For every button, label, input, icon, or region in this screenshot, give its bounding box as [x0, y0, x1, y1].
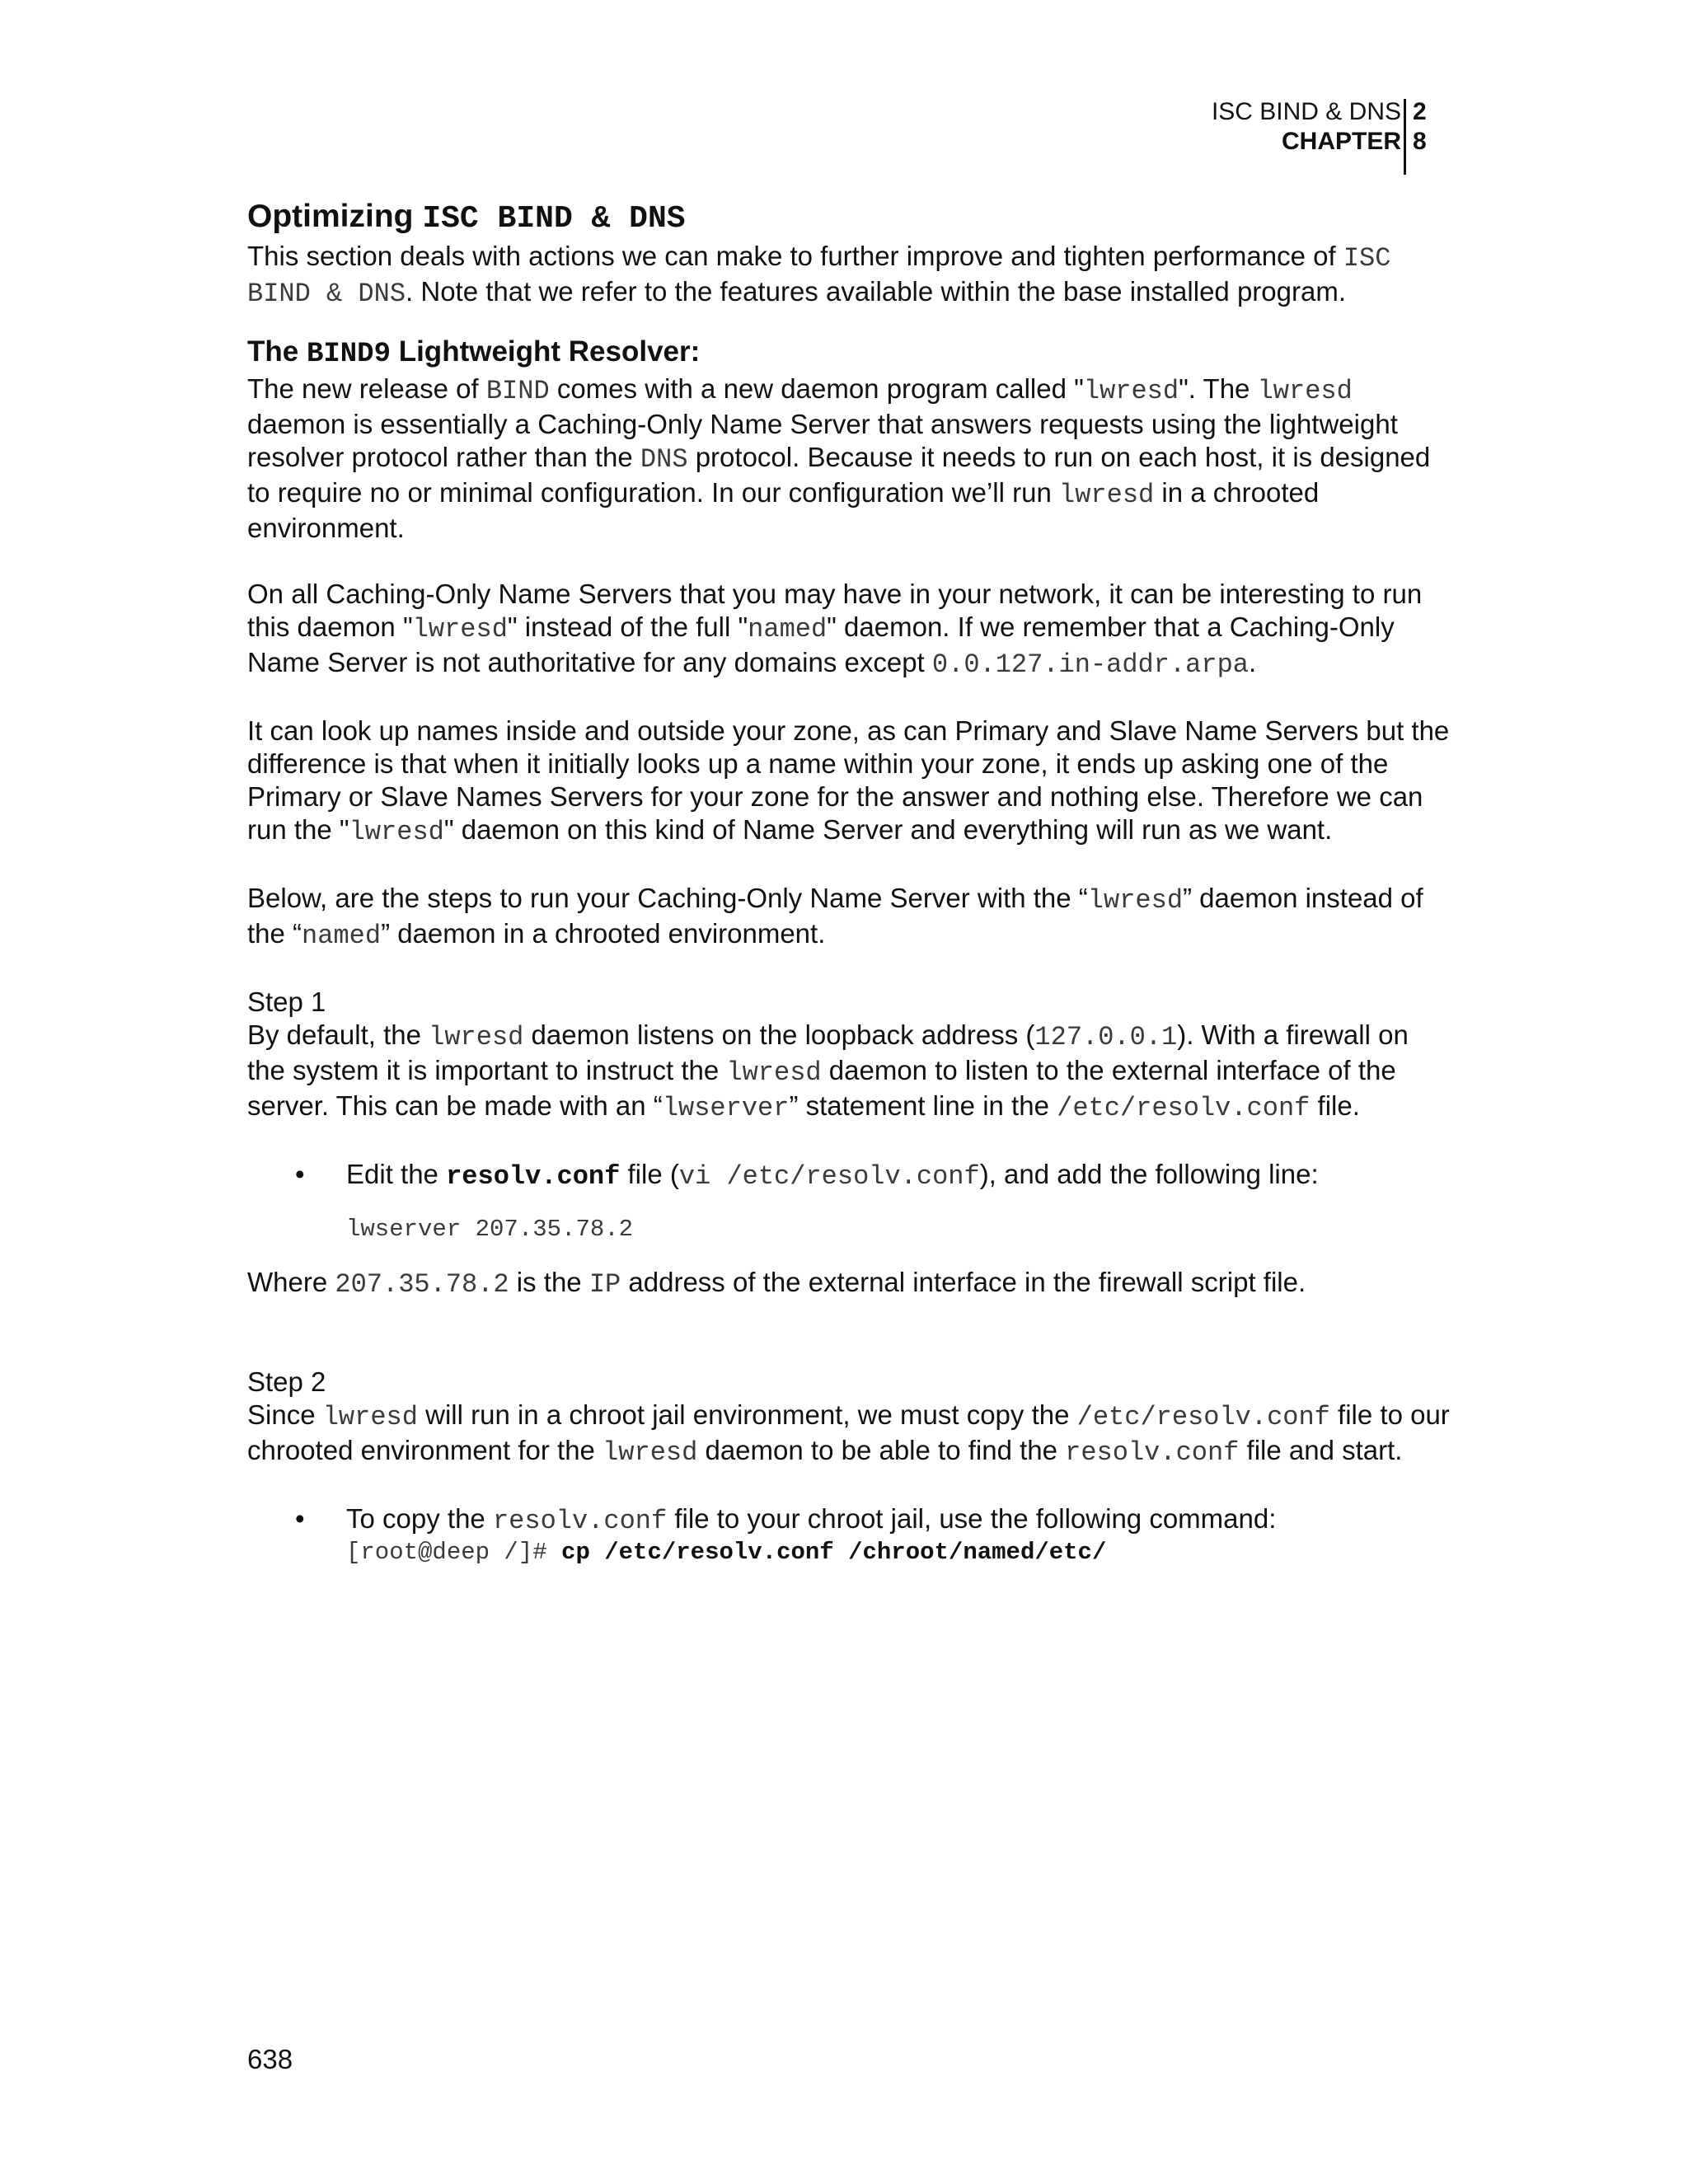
text-run: file to our chrooted environment for the [247, 1399, 1450, 1465]
step-1-description [247, 1019, 1451, 1125]
code-run: resolv.conf [1065, 1437, 1240, 1468]
text-run: daemon is essentially a Caching-Only Name Server that answers requests using the lightweight resolver protocol rather than the [247, 409, 1398, 472]
text-run: daemon to be able to find the [697, 1435, 1066, 1465]
running-header [0, 97, 1688, 176]
code-run: named [302, 921, 382, 951]
header-chapter-label: CHAPTER [1281, 128, 1401, 155]
code-run: 127.0.0.1 [1034, 1022, 1178, 1052]
code-run: lwresd [349, 817, 444, 847]
text-run: file ( [620, 1159, 679, 1189]
bullet-icon: • [295, 1503, 305, 1534]
code-run: lwresd [1059, 480, 1155, 510]
header-part-number: 2 [1413, 98, 1427, 125]
section-heading-text: Optimizing [247, 199, 423, 234]
text-run: file and start. [1239, 1435, 1403, 1465]
code-run: resolv.conf [446, 1161, 621, 1192]
shell-command: cp /etc/resolv.conf /chroot/named/etc/ [561, 1539, 1107, 1566]
header-title-block [1212, 97, 1401, 157]
paragraph-lookup [247, 715, 1451, 849]
text-run: will run in a chroot jail environment, we must copy the [417, 1399, 1077, 1430]
section-heading-code: ISC BIND & DNS [422, 201, 686, 237]
subsection-heading-text: The [247, 335, 307, 368]
text-run: in a chrooted environment. [247, 477, 1320, 543]
code-run: lwresd [1257, 376, 1353, 406]
text-run: ” daemon instead of the “ [247, 883, 1423, 949]
text-run: protocol. Because it needs to run on each host, it is designed to require no or minimal configuration. In our configuration we’ll run [247, 442, 1431, 508]
code-run: IP [588, 1269, 621, 1300]
text-run: By default, the [247, 1019, 429, 1050]
step-1-bullet [247, 1158, 1451, 1193]
step-1-label: Step 1 [247, 987, 326, 1017]
code-run: lwserver [662, 1093, 790, 1123]
code-run: lwresd [603, 1437, 698, 1468]
text-run: Edit the [346, 1159, 447, 1189]
header-chapter-number [1413, 97, 1427, 157]
text-run: ), and add the following line: [979, 1159, 1319, 1189]
step-1-where [247, 1266, 1451, 1301]
text-run: Below, are the steps to run your Caching-Only Name Server with the “ [247, 883, 1088, 913]
paragraph-lwresd-intro [247, 373, 1451, 545]
text-run: " daemon. If we remember that a Caching-Only Name Server is not authoritative for any domains except [247, 612, 1395, 677]
code-run: lwresd [1083, 376, 1179, 406]
text-run: file. [1310, 1090, 1360, 1121]
code-run: lwresd [1087, 885, 1184, 916]
text-run: file to your chroot jail, use the following command: [667, 1503, 1277, 1534]
text-run: ". The [1179, 373, 1258, 404]
text-run: ” daemon in a chrooted environment. [381, 918, 826, 949]
text-run: The new release of [247, 373, 486, 404]
code-run: resolv.conf [492, 1506, 668, 1536]
code-lwserver-line: lwserver 207.35.78.2 [346, 1216, 634, 1243]
text-run: " instead of the full " [507, 612, 748, 642]
shell-prompt: [root@deep /]# [346, 1539, 562, 1566]
text-run: daemon listens on the loopback address ( [523, 1019, 1035, 1050]
text-run: This section deals with actions we can make to further improve and tighten performance of [247, 241, 1343, 271]
code-run: lwresd [322, 1402, 418, 1432]
subsection-heading [247, 334, 1451, 373]
code-run: lwresd [412, 614, 508, 644]
text-run: Where [247, 1267, 335, 1297]
text-run: " daemon on this kind of Name Server and everything will run as we want. [443, 814, 1333, 845]
code-run: /etc/resolv.conf [1057, 1093, 1311, 1123]
page-body [247, 196, 1451, 1568]
paragraph-caching-only [247, 578, 1451, 682]
code-run: vi /etc/resolv.conf [678, 1161, 980, 1192]
subsection-heading-code: BIND9 [306, 339, 391, 370]
text-run: To copy the [346, 1503, 493, 1534]
text-run: ). With a firewall on the system it is important to instruct the [247, 1019, 1409, 1085]
text-run: daemon to listen to the external interface of the server. This can be made with an “ [247, 1055, 1396, 1121]
code-run: 207.35.78.2 [335, 1269, 509, 1300]
text-run: Since [247, 1399, 323, 1430]
text-run: comes with a new daemon program called " [549, 373, 1084, 404]
header-chapter-digit: 8 [1413, 128, 1427, 155]
code-run: lwresd [429, 1022, 524, 1052]
step-2-bullet [247, 1502, 1451, 1538]
text-run: . [1248, 647, 1257, 677]
paragraph-steps-intro [247, 882, 1451, 953]
text-run: address of the external interface in the firewall script file. [621, 1267, 1306, 1297]
text-run: . Note that we refer to the features available within the base installed program. [406, 276, 1346, 307]
code-run: /etc/resolv.conf [1076, 1402, 1330, 1432]
section-heading [247, 196, 1451, 240]
step-2-description [247, 1399, 1451, 1469]
step-2-label: Step 2 [247, 1366, 326, 1397]
text-run: It can look up names inside and outside your zone, as can Primary and Slave Name Servers but the difference is that when it initially looks up a name within your zone, it ends up asking one of the Primary or Slave Names Servers for your zone for the answer and nothing else. Therefore we can run the " [247, 715, 1450, 845]
code-run: 0.0.127.in-addr.arpa [931, 649, 1249, 680]
code-run: DNS [640, 444, 688, 475]
code-run: BIND [485, 376, 550, 406]
code-run: lwresd [726, 1057, 822, 1088]
page-number: 638 [247, 2044, 293, 2074]
text-run: is the [509, 1267, 589, 1297]
section-intro [247, 240, 1451, 311]
text-run: On all Caching-Only Name Servers that you may have in your network, it can be interesting to run this daemon " [247, 579, 1423, 642]
subsection-heading-text: Lightweight Resolver: [390, 335, 701, 368]
header-divider [1404, 99, 1406, 175]
code-copy-command [247, 1538, 1451, 1568]
code-run: ISC BIND & DNS [247, 243, 1391, 309]
header-book-title: ISC BIND & DNS [1211, 98, 1401, 125]
bullet-icon: • [295, 1159, 305, 1189]
code-run: named [748, 614, 828, 644]
text-run: ” statement line in the [789, 1090, 1057, 1121]
